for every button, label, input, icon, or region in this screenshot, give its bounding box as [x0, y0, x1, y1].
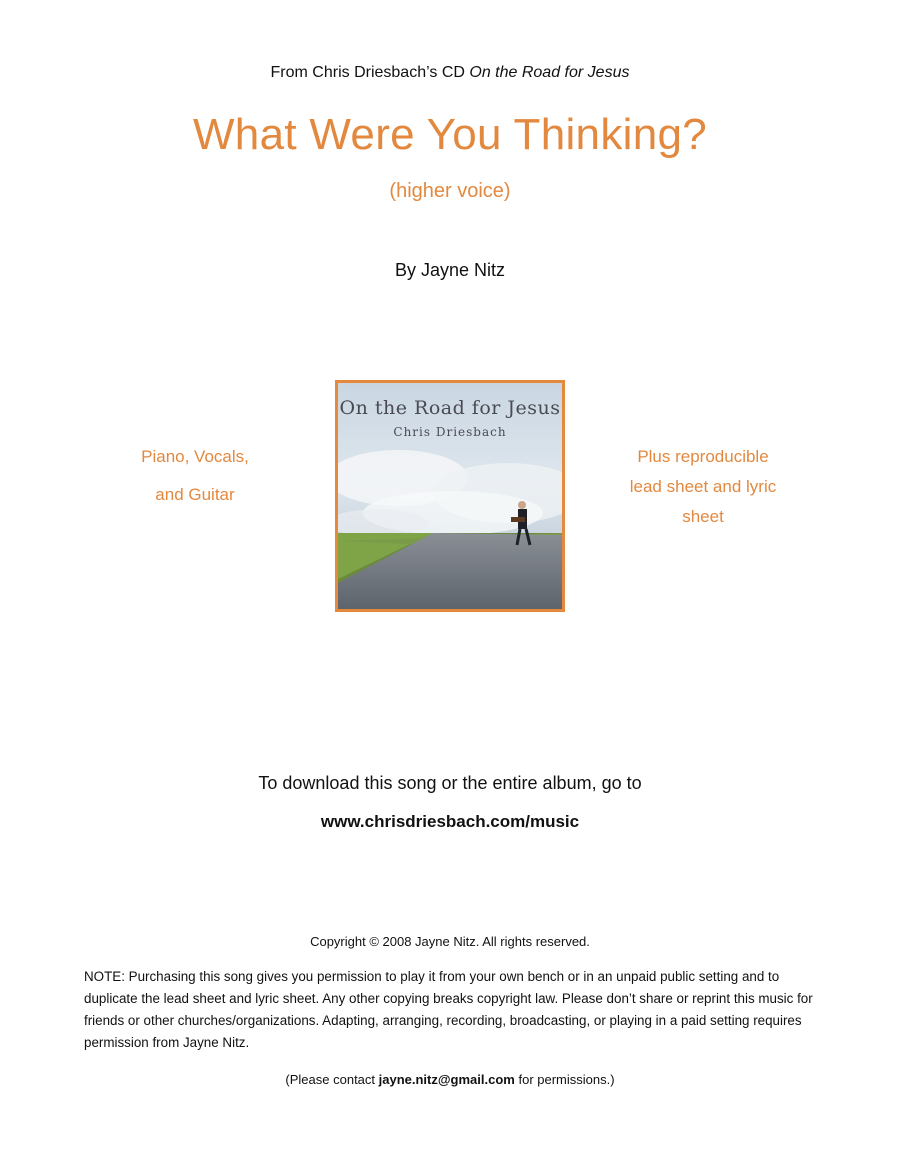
extras-line-2: lead sheet and lyric [629, 477, 777, 496]
instrumentation-line-1: Piano, Vocals, [141, 447, 249, 466]
author-byline: By Jayne Nitz [394, 260, 506, 280]
album-cover-artist: Chris Driesbach [393, 425, 507, 439]
source-line [0, 64, 900, 82]
source-album-title: On the Road for Jesus [469, 64, 630, 81]
voice-subtitle: (higher voice) [389, 180, 511, 202]
permission-note: NOTE: Purchasing this song gives you permission to play it from your own bench or in an unpaid public setting and to duplicate the lead sheet and lyric sheet. Any other copying breaks copyright law. Please don’t share or reprint this music for friends or other churches/organizations. Adapting, arranging, recording, broadcasting, or playing in a paid setting requires permission from Jayne Nitz. [84, 969, 813, 1050]
copyright-notice: Copyright © 2008 Jayne Nitz. All rights reserved. [310, 934, 590, 949]
extras-line-3: sheet [682, 507, 724, 526]
song-title: What Were You Thinking? [192, 110, 708, 159]
album-cover-image [335, 380, 565, 612]
contact-email[interactable]: jayne.nitz@gmail.com [378, 1072, 515, 1087]
source-prefix: From Chris Driesbach’s CD [270, 64, 470, 81]
instrumentation-line-2: and Guitar [155, 485, 235, 504]
extras-text [608, 442, 798, 532]
album-cover-title: On the Road for Jesus [339, 397, 561, 419]
website-link[interactable]: www.chrisdriesbach.com/music [320, 812, 580, 831]
extras-line-1: Plus reproducible [637, 447, 769, 466]
download-instruction: To download this song or the entire album, go to [258, 773, 642, 793]
contact-suffix: for permissions.) [514, 1072, 615, 1087]
contact-line [0, 1072, 900, 1087]
instrumentation-text [120, 442, 270, 510]
contact-prefix: (Please contact [285, 1072, 379, 1087]
